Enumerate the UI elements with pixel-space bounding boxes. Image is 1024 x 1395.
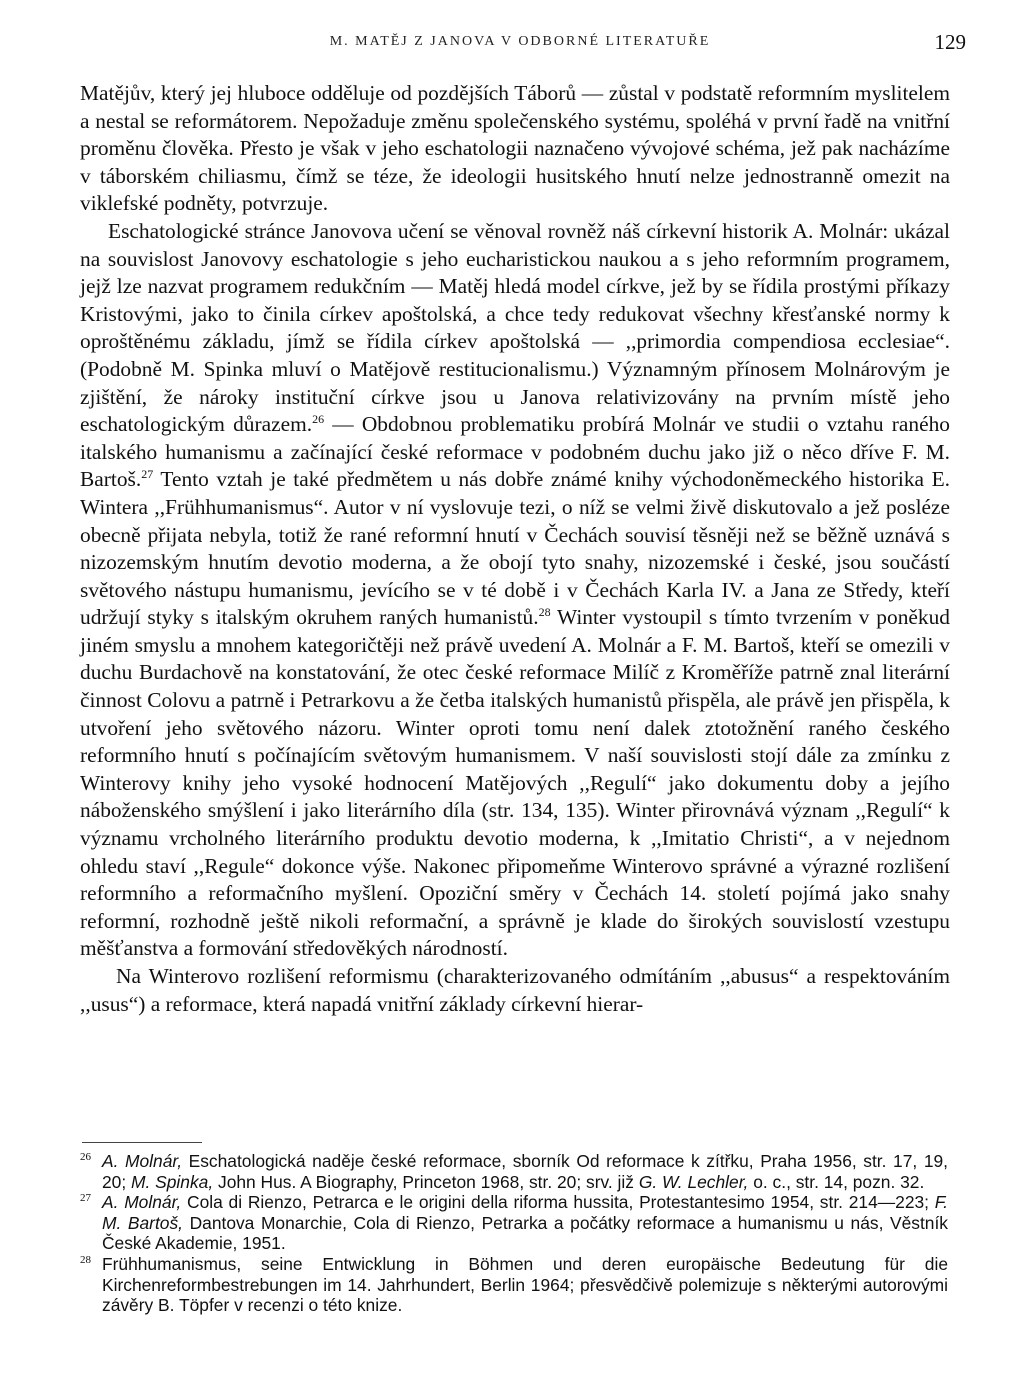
footnote-number: 28: [80, 1253, 91, 1266]
paragraph-2: [80, 218, 950, 963]
footnote-divider: [82, 1142, 202, 1143]
footnote-26: [80, 1151, 948, 1192]
footnote-text: John Hus. A Biography, Princeton 1968, str. 20; srv. již: [213, 1171, 639, 1192]
footnote-text: o. c., str. 14, pozn. 32.: [748, 1171, 925, 1192]
footnote-ref-27[interactable]: 27: [141, 467, 154, 482]
page-number: 129: [934, 30, 966, 54]
paragraph-3-text: Na Winterovo rozlišení reformismu (charakterizovaného odmítáním ,,abusus“ a respektováním ,,usus“) a reformace, která napadá vnitřní základy církevní hierar-: [80, 964, 950, 1016]
footnote-author: A. Molnár,: [102, 1151, 183, 1171]
paragraph-2-text-d: Winter vystoupil s tímto tvrzením v poněkud jiném smyslu a mnohem kategoričtěji než právě uvedení A. Molnár a F. M. Bartoš, kteří se omezili v duchu Burdachově na konstatování, že otec české reformace Milíč z Kroměříže patrně znal literární činnost Colovu a patrně i Petrarkovu a že četba italských humanistů přispěla, ale právě jen přispěla, k utvoření jeho světového názoru. Winter oproti tomu není dalek ztotožnění raného českého reformního hnutí s počínajícím světovým humanismem. V naší souvislosti stojí dále za zmínku z Winterovy knihy jeho vysoké hodnocení Matějových ,,Regulí“ jako dokumentu doby a jejího náboženského smýšlení i jako literárního díla (str. 134, 135). Winter přirovnává význam ,,Regulí“ k významu vrcholného literárního produktu devotio moderna, k ,,Imitatio Christi“, a v nejednom ohledu staví ,,Regule“ dokonce výše. Nakonec připomeňme Winterovo správné a výrazné rozlišení reformního a reformačního myšlení. Opoziční směry v Čechách 14. století pojímá jako snahy reformní, rozhodně ještě nikoli reformační, a správně je klade do širokých souvislostí vzestupu měšťanstva a formování středověkých národností.: [80, 605, 950, 961]
footnote-author: A. Molnár,: [102, 1192, 182, 1213]
footnote-text: Cola di Rienzo, Petrarca e le origini della riforma hussita, Protestantesimo 1954, str. 214—223;: [181, 1192, 935, 1213]
footnote-27: [80, 1192, 948, 1254]
paragraph-2-text-b: — Obdobnou problematiku probírá Molnár ve studii o vztahu raného italského humanismu a začínající české reformace v podobném duchu jako již o něco dříve F. M. Bartoš.: [80, 412, 950, 492]
paragraph-1: [80, 80, 950, 218]
footnote-ref-28[interactable]: 28: [538, 605, 551, 620]
paragraph-2-text-c: Tento vztah je také předmětem u nás dobře známé knihy východoněmeckého historika E. Wintera ,,Frühhumanismus“. Autor v ní vyslovuje tezi, o níž se velmi živě diskutovalo a jež posléze obecně přijata nebyla, totiž že rané reformní hnutí v Čechách souvisí těsněji než se běžně uznává s nizozemským hnutím devotio moderna, a že obojí tyto snahy, nizozemské i české, jsou součástí světového nástupu humanismu, jevícího se v té době i v Čechách Karla IV. a Jana ze Středy, kteří udržují styky s italským okruhem raných humanistů.: [80, 467, 950, 630]
footnote-number: 26: [80, 1151, 91, 1163]
footnote-text: Frühhumanismus, seine Entwicklung in Böhmen und deren europäische Bedeutung für die Kirchenreformbestrebungen im 14. Jahrhundert, Berlin 1964; přesvědčivě polemizuje s některými autorovými závěry B. Töpfer v recenzi o této knize.: [102, 1253, 948, 1316]
paragraph-3: [80, 963, 950, 1018]
footnote-author: G. W. Lechler,: [638, 1171, 749, 1192]
main-text: [80, 80, 950, 1018]
footnote-text: Dantova Monarchie, Cola di Rienzo, Petrarka a počátky reformace a humanismu u nás, Věstník České Akademie, 1951.: [102, 1212, 948, 1254]
page-header: [80, 30, 966, 58]
footnote-number: 27: [80, 1192, 91, 1205]
footnote-28: [80, 1254, 948, 1316]
footnote-text: Eschatologická naděje české reformace, sborník Od reformace k zítřku, Praha 1956, str. 17, 19, 20;: [102, 1151, 948, 1192]
footnotes: [80, 1151, 948, 1316]
footnote-author: F. M. Bartoš,: [102, 1192, 948, 1233]
paragraph-1-text: Matějův, který jej hluboce odděluje od pozdějších Táborů — zůstal v podstatě reformním myslitelem a nestal se reformátorem. Nepožaduje změnu společenského systému, spoléhá v první řadě na vnitřní proměnu člověka. Přesto je však v jeho eschatologii naznačeno vývojové schéma, jež pak nacházíme v táborském chiliasmu, čímž se téze, že ideologii husitského hnutí nelze jednostranně omezit na viklefské podněty, potvrzuje.: [80, 81, 950, 216]
footnote-author: M. Spinka,: [131, 1171, 214, 1192]
running-head: M. MATĚJ Z JANOVA V ODBORNÉ LITERATUŘE: [329, 34, 711, 49]
footnote-ref-26[interactable]: 26: [312, 412, 325, 427]
paragraph-2-text-a: Eschatologické stránce Janovova učení se věnoval rovněž náš církevní historik A. Molnár: ukázal na souvislost Janovovy eschatologie s jeho eucharistickou naukou a s jeho reformním programem, jejž lze nazvat programem redukčním — Matěj hledá model církve, jež by se řídila prostými příkazy Kristovými, jako to činila církev apoštolská, a chce tedy redukovat všechny křesťanské normy k oproštěnému základu, jímž se řídila církev apoštolská — ,,primordia compendiosa ecclesiae“. (Podobně M. Spinka mluví o Matějově restitucionalismu.) Významným přínosem Molnárovým je zjištění, že nároky instituční církve jsou u Janova relativizovány na prvním místě jeho eschatologickým důrazem.: [80, 218, 950, 437]
